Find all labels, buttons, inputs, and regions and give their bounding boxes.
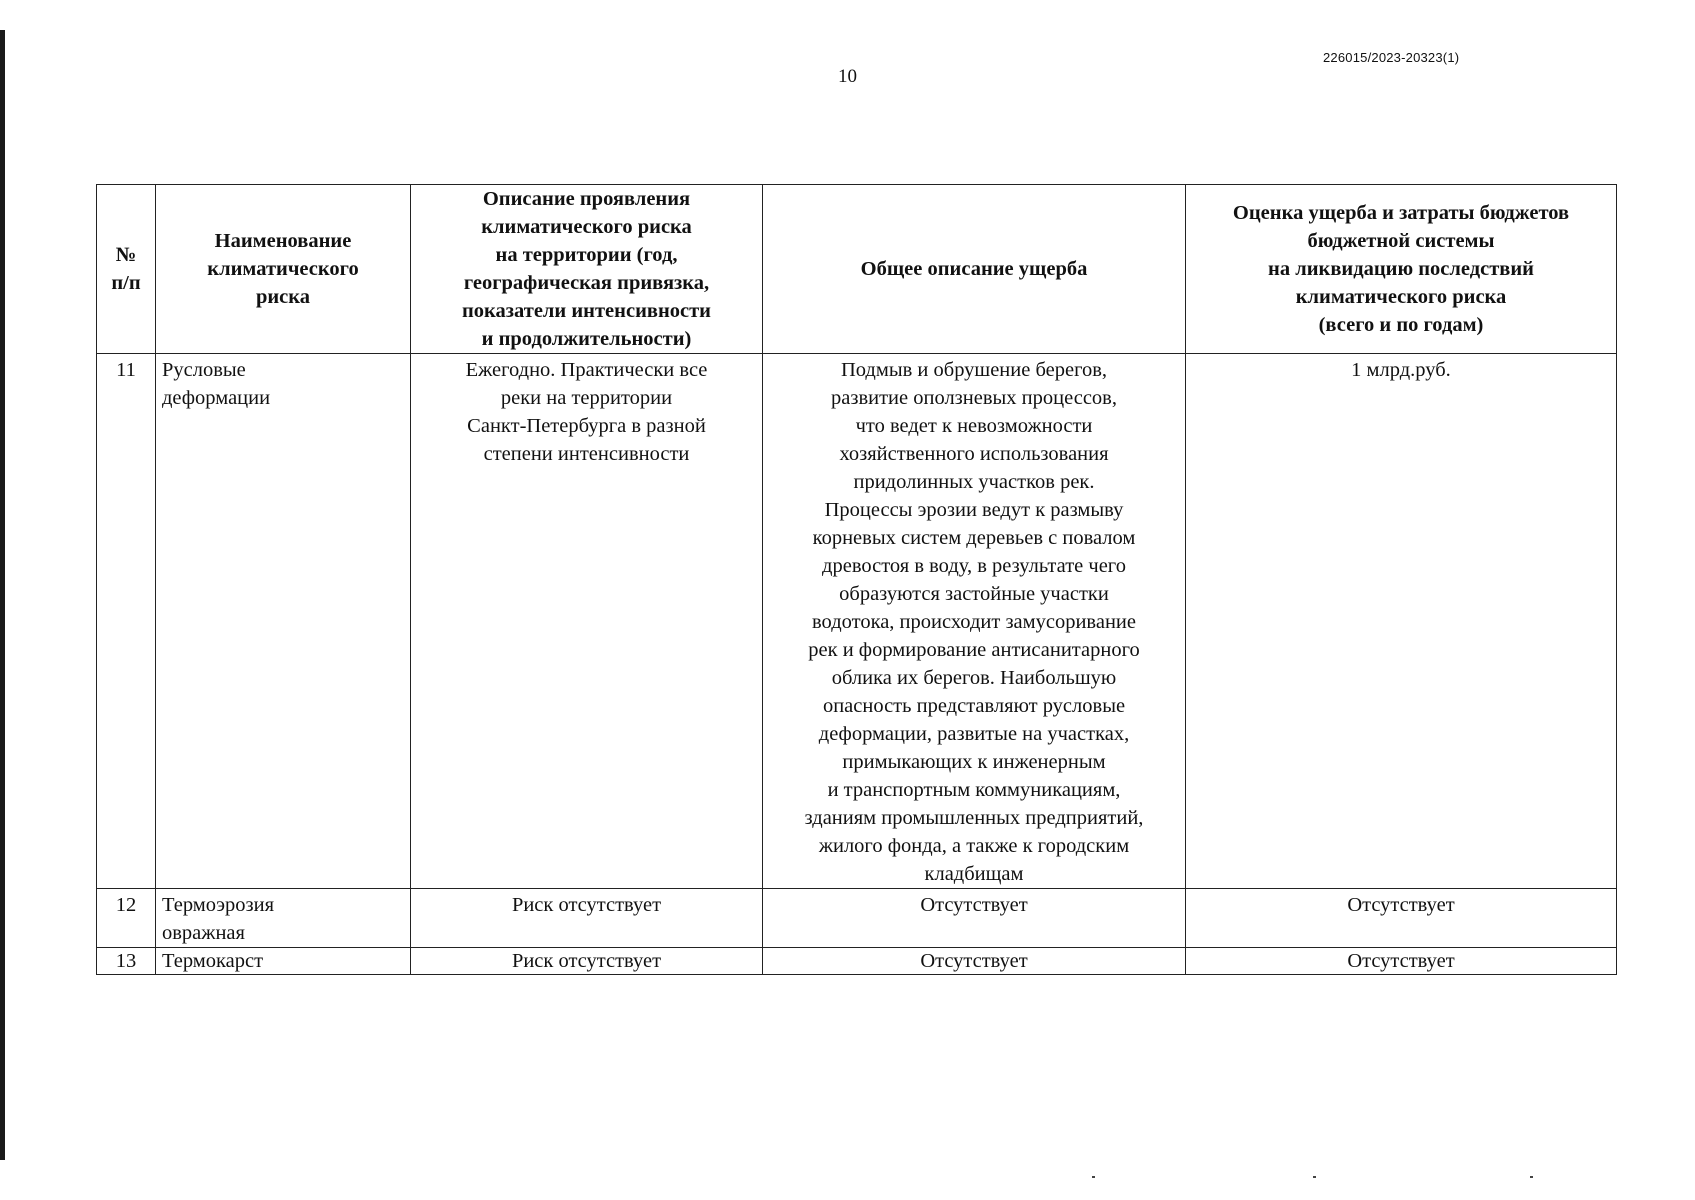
table-row (97, 354, 1617, 889)
risk-description: Риск отсутствует (411, 889, 763, 948)
header-number: № п/п (97, 185, 156, 354)
risk-description: Риск отсутствует (411, 948, 763, 975)
scan-speck (1313, 1176, 1316, 1178)
scan-edge-mark (0, 30, 5, 1160)
document-registration-code: 226015/2023-20323(1) (1323, 50, 1460, 65)
scan-speck (1530, 1176, 1533, 1178)
row-number: 11 (97, 354, 156, 889)
damage-description: Подмыв и обрушение берегов, развитие оползневых процессов, что ведет к невозможности хозяйственного использования придолинных участков рек. Процессы эрозии ведут к размыву корневых систем деревьев с повалом древостоя в воду, в результате чего образуются застойные участки водотока, происходит замусоривание рек и формирование антисанитарного облика их берегов. Наибольшую опасность представляют русловые деформации, развитые на участках, примыкающих к инженерным и транспортным коммуникациям, зданиям промышленных предприятий, жилого фонда, а также к городским кладбищам (763, 354, 1186, 889)
page-number: 10 (838, 66, 857, 87)
row-number: 12 (97, 889, 156, 948)
damage-description: Отсутствует (763, 889, 1186, 948)
header-row (97, 185, 1617, 354)
row-number: 13 (97, 948, 156, 975)
table-header (97, 185, 1617, 354)
damage-description: Отсутствует (763, 948, 1186, 975)
climate-risk-table (96, 184, 1617, 975)
header-damage-description: Общее описание ущерба (763, 185, 1186, 354)
risk-name: Термоэрозия овражная (156, 889, 411, 948)
damage-cost: Отсутствует (1186, 948, 1617, 975)
risk-description: Ежегодно. Практически все реки на территории Санкт-Петербурга в разной степени интенсивности (411, 354, 763, 889)
scan-speck (1092, 1176, 1095, 1178)
header-risk-description: Описание проявления климатического риска на территории (год, географическая привязка, показатели интенсивности и продолжительности) (411, 185, 763, 354)
table-row (97, 948, 1617, 975)
risk-name: Русловые деформации (156, 354, 411, 889)
header-risk-name: Наименование климатического риска (156, 185, 411, 354)
risk-name: Термокарст (156, 948, 411, 975)
table-row (97, 889, 1617, 948)
table-body (97, 354, 1617, 975)
damage-cost: Отсутствует (1186, 889, 1617, 948)
header-damage-cost: Оценка ущерба и затраты бюджетов бюджетной системы на ликвидацию последствий климатического риска (всего и по годам) (1186, 185, 1617, 354)
damage-cost: 1 млрд.руб. (1186, 354, 1617, 889)
